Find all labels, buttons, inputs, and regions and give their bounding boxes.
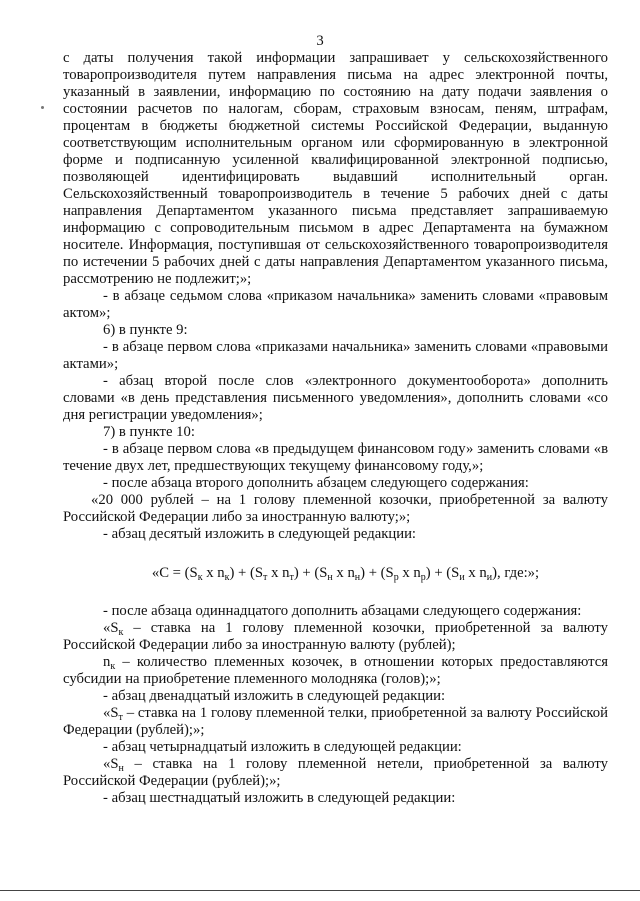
item-7-f: - абзац двенадцатый изложить в следующей редакции: bbox=[103, 688, 446, 704]
item-7-b: - после абзаца второго дополнить абзацем следующего содержания: bbox=[103, 475, 529, 491]
paragraph-abzac-7: - в абзаце седьмом слова «приказом начальника» заменить словами «правовым актом»; bbox=[63, 288, 608, 321]
page-number: 3 bbox=[316, 33, 324, 49]
item-7-a: - в абзаце первом слова «в предыдущем финансовом году» заменить словами «в течение двух лет, предшествующих текущему финансовому году,»; bbox=[63, 441, 608, 474]
paragraph-continuation: с даты получения такой информации запрашивает у сельскохозяйственного товаропроизводителя путем направления письма на адрес электронной почты, указанный в заявлении, информацию по состоянию на дату подачи заявления о состоянии расчетов по налогам, сборам, страховым взносам, пеням, штрафам, процентам в бюджеты бюджетной системы Российской Федерации, выданную соответствующим исполнительным органом или сформированную в электронной форме и подписанную усиленной квалифицированной электронной подписью, позволяющей идентифицировать выдавший исполнительный орган. Сельскохозяйственный товаропроизводитель в течение 5 рабочих дней с даты направления Департаментом указанного письма представляет запрашиваемую информацию с сопроводительным письмом в адрес Департамента на бумажном носителе. Информация, поступившая от сельскохозяйственного товаропроизводителя по истечении 5 рабочих дней с даты направления Департаментом указанного письма, рассмотрению не подлежит;»; bbox=[63, 50, 608, 287]
item-6-b: - абзац второй после слов «электронного документооборота» дополнить словами «в день представления письменного уведомления», дополнить словами «со дня регистрации уведомления»; bbox=[63, 373, 608, 423]
item-7-h: - абзац шестнадцатый изложить в следующей редакции: bbox=[103, 790, 456, 806]
item-7-d: - абзац десятый изложить в следующей редакции: bbox=[103, 526, 417, 542]
definition-st: «$S_т$ – ставка на 1 голову племенной телки, приобретенной за валюту Российской Федерации (рублей);»; bbox=[63, 705, 608, 738]
item-6-heading: 6) в пункте 9: bbox=[103, 322, 188, 338]
item-7-heading: 7) в пункте 10: bbox=[103, 424, 195, 440]
definition-sk: «$S_к$ – ставка на 1 голову племенной козочки, приобретенной за валюту Российской Федерации либо за иностранную валюту (рублей); bbox=[63, 620, 608, 653]
item-7-g: - абзац четырнадцатый изложить в следующей редакции: bbox=[103, 739, 462, 755]
document-body bbox=[63, 50, 608, 807]
item-6-a: - в абзаце первом слова «приказами начальника» заменить словами «правовыми актами»; bbox=[63, 339, 608, 372]
definition-sn: «$S_н$ – ставка на 1 голову племенной нетели, приобретенной за валюту Российской Федерации (рублей);»; bbox=[63, 756, 608, 789]
definition-nk: $n_к$ – количество племенных козочек, в отношении которых предоставляются субсидии на приобретение племенного молодняка (голов);»; bbox=[63, 654, 608, 687]
item-7-e: - после абзаца одиннадцатого дополнить абзацами следующего содержания: bbox=[103, 603, 582, 619]
item-7-c: «20 000 рублей – на 1 голову племенной козочки, приобретенной за валюту Российской Федерации либо за иностранную валюту;»; bbox=[63, 492, 608, 525]
formula: «$С = (S_к$ х $n_к) + (S_т$ х $n_т) + (S_н$ х $n_н) + (S_р$ х $n_р) + (S_и$ х $n_и$), где:»; bbox=[151, 565, 540, 583]
scan-bottom-line bbox=[0, 890, 640, 891]
scan-speck bbox=[41, 106, 44, 109]
